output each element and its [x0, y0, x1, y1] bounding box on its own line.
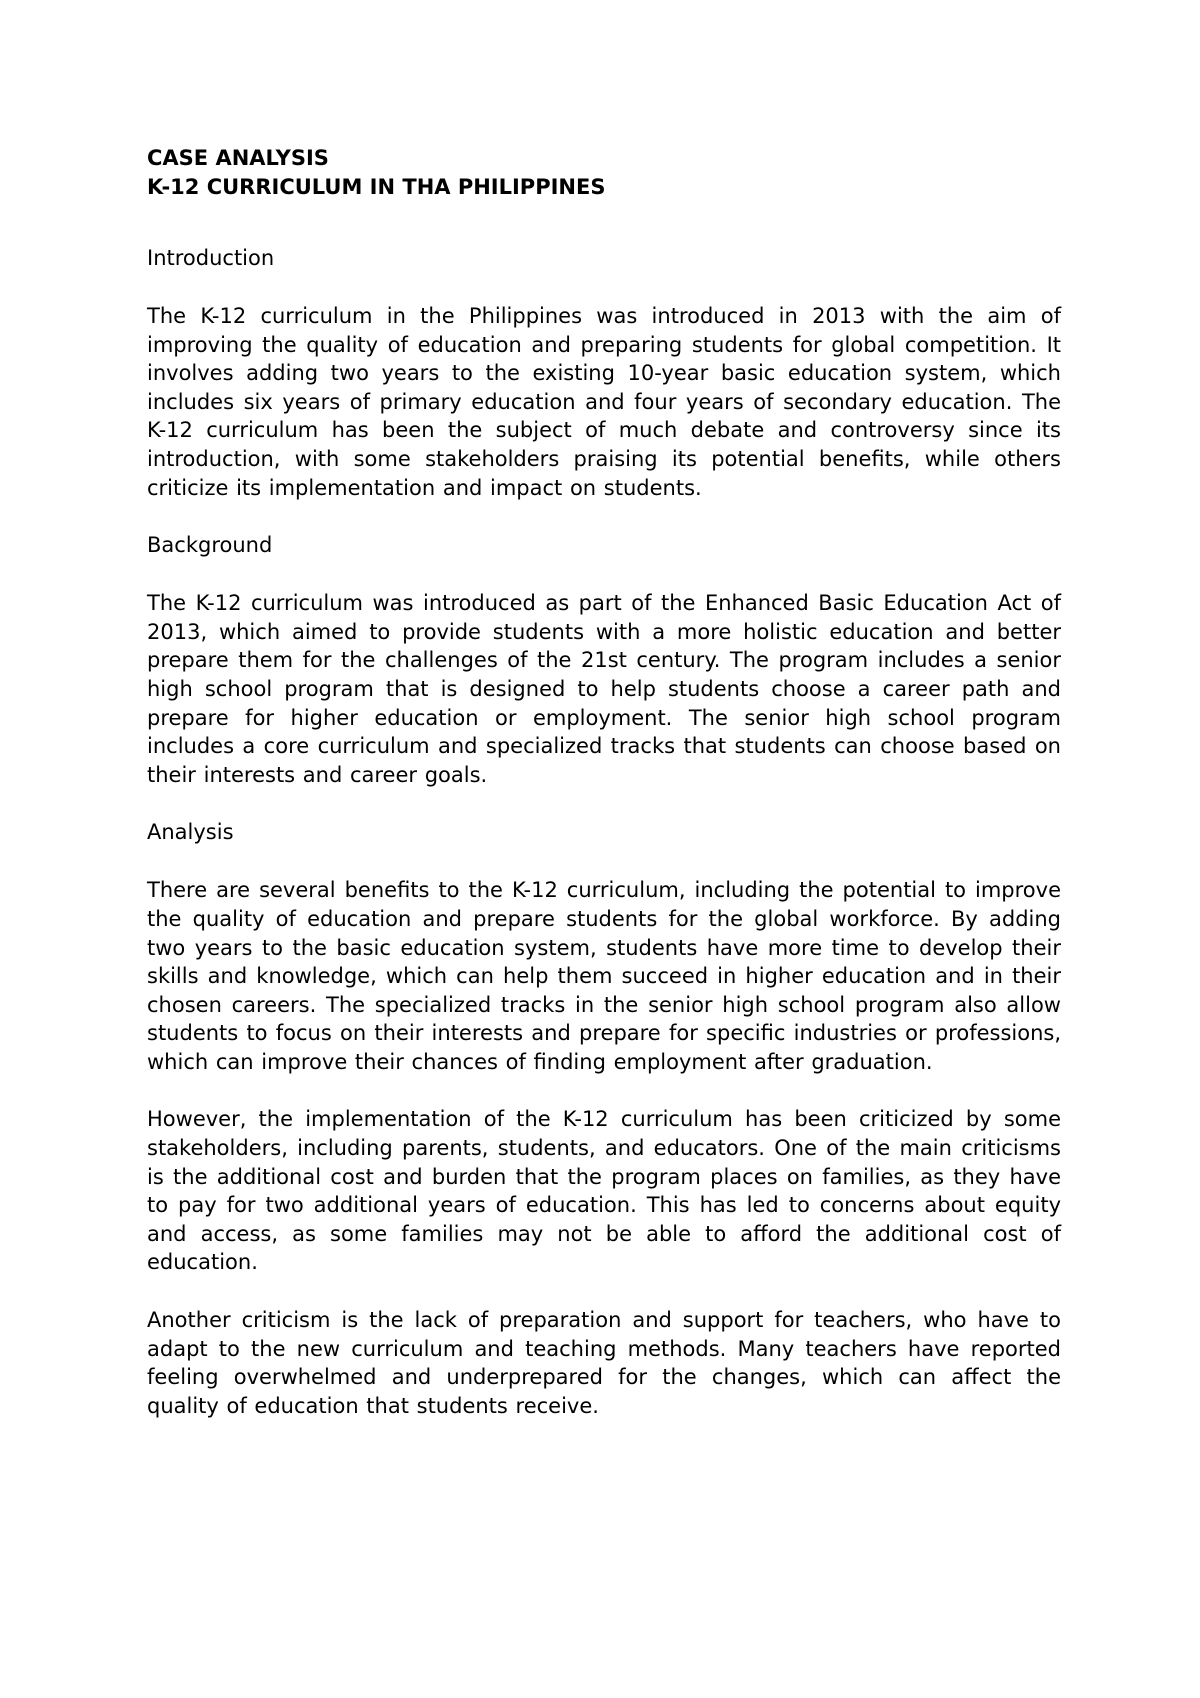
introduction-paragraph: The K-12 curriculum in the Philippines was introduced in 2013 with the aim of improving the quality of education and preparing students for global competition. It involves adding two years to the existing 10-year basic education system, which includes six years of primary education and four years of secondary education. The K-12 curriculum has been the subject of much debate and controversy since its introduction, with some stakeholders praising its potential benefits, while others criticize its implementation and impact on students. — [147, 304, 1061, 500]
analysis-paragraph: However, the implementation of the K-12 curriculum has been criticized by some stakeholders, including parents, students, and educators. One of the main criticisms is the additional cost and burden that the program places on families, as they have to pay for two additional years of education. This has led to concerns about equity and access, as some families may not be able to afford the additional cost of education. — [147, 1107, 1061, 1275]
analysis-paragraph: There are several benefits to the K-12 curriculum, including the potential to improve the quality of education and prepare students for the global workforce. By adding two years to the basic education system, students have more time to develop their skills and knowledge, which can help them succeed in higher education and in their chosen careers. The specialized tracks in the senior high school program also allow students to focus on their interests and prepare for specific industries or professions, which can improve their chances of finding employment after graduation. — [147, 878, 1061, 1074]
introduction-heading: Introduction — [147, 246, 275, 270]
background-heading: Background — [147, 533, 273, 558]
background-paragraph: The K-12 curriculum was introduced as part of the Enhanced Basic Education Act of 2013, which aimed to provide students with a more holistic education and better prepare them for the challenges of the 21st century. The program includes a senior high school program that is designed to help students choose a career path and prepare for higher education or employment. The senior high school program includes a core curriculum and specialized tracks that students can choose based on their interests and career goals. — [147, 591, 1061, 787]
document-page — [147, 144, 1061, 1449]
title-block — [147, 144, 1061, 202]
document-subtitle: K-12 CURRICULUM IN THA PHILIPPINES — [147, 175, 606, 199]
analysis-paragraph: Another criticism is the lack of preparation and support for teachers, who have to adapt to the new curriculum and teaching methods. Many teachers have reported feeling overwhelmed and underprepared for the changes, which can affect the quality of education that students receive. — [147, 1308, 1061, 1418]
document-title: CASE ANALYSIS — [147, 146, 329, 170]
analysis-heading: Analysis — [147, 820, 234, 845]
